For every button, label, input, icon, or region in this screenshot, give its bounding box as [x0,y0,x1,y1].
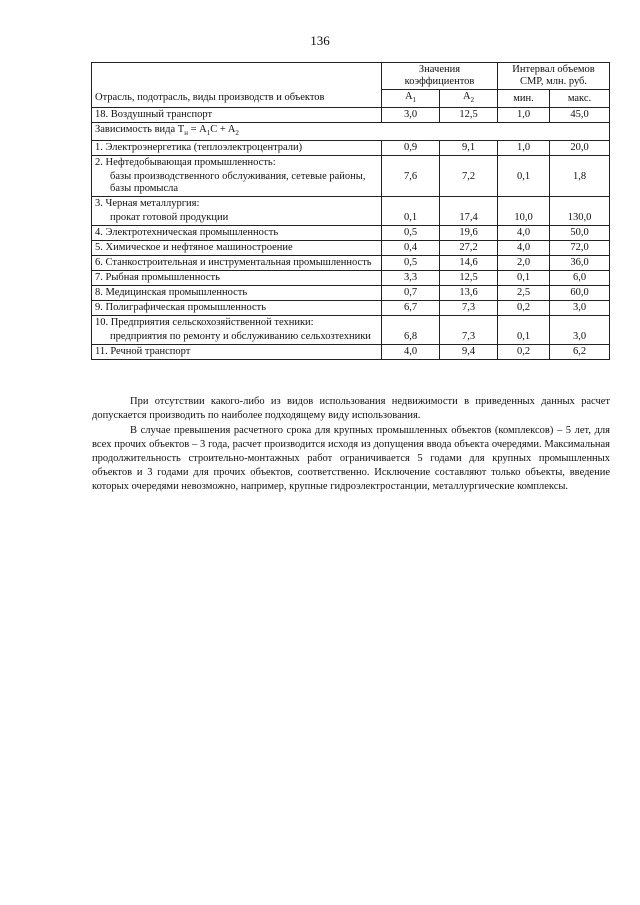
table-row [92,330,610,345]
cell-max: 60,0 [550,286,610,301]
row-label: 1. Электроэнергетика (теплоэлектроцентрали) [92,141,382,156]
header-min: мин. [498,90,550,108]
cell-max: 36,0 [550,256,610,271]
cell-a2: 14,6 [440,256,498,271]
paragraph-construction-term: В случае превышения расчетного срока для крупных промышленных объектов (комплексов) – 5 лет, для всех прочих объектов – 3 года, расчет производится исходя из допущения ввода объекта очередями. Максимальная продолжительность строительно-монтажных работ ограничивается 5 годами для крупных промышленных объектов и 3 годами для прочих объектов, соответственно. Исключение составляют только объекты, введение которых очередями невозможно, например, крупные гидроэлектростанции, металлургические комплексы. [92,424,610,492]
cell-min: 2,0 [498,256,550,271]
page-number: 136 [310,33,330,48]
cell-a1: 0,1 [382,211,440,226]
row-label: 6. Станкостроительная и инструментальная промышленность [92,256,382,271]
row-label: 4. Электротехническая промышленность [92,226,382,241]
cell-min: 4,0 [498,241,550,256]
row-label: прокат готовой продукции [92,211,382,226]
cell-a2: 7,3 [440,301,498,316]
cell-min: 4,0 [498,226,550,241]
section-title: 2. Нефтедобывающая промышленность: [92,156,382,171]
cell-min: 0,1 [498,170,550,197]
row-label: предприятия по ремонту и обслуживанию сельхозтехники [92,330,382,345]
cell-a1: 6,8 [382,330,440,345]
cell-max: 72,0 [550,241,610,256]
header-a2: $A_2$ [440,90,498,108]
table-header-row [92,63,610,90]
cell-a1: 0,7 [382,286,440,301]
row-label: 7. Рыбная промышленность [92,271,382,286]
header-interval: Интервал объемов СМР, млн. руб. [498,63,610,90]
cell-max: 1,8 [550,170,610,197]
header-max: макс. [550,90,610,108]
cell-a1: 3,3 [382,271,440,286]
dependency-row [92,123,610,141]
row-label: базы производственного обслуживания, сетевые районы, базы промысла [92,170,382,197]
cell-max: 20,0 [550,141,610,156]
cell-max: 6,2 [550,345,610,360]
cell-a2: 12,5 [440,271,498,286]
cell-min: 1,0 [498,108,550,123]
header-coefficients: Значения коэффициентов [382,63,498,90]
row-label: 9. Полиграфическая промышленность [92,301,382,316]
table-row [92,345,610,360]
paragraph-usage-note: При отсутствии какого-либо из видов использования недвижимости в приведенных данных расчет допускается производить по наиболее подходящему виду использования. [92,395,610,421]
cell-a1: 0,5 [382,256,440,271]
cell-min: 0,1 [498,330,550,345]
cell-min: 0,2 [498,345,550,360]
cell-a1: 0,5 [382,226,440,241]
cell-a2: 17,4 [440,211,498,226]
section-title-row [92,316,610,331]
table-row [92,286,610,301]
cell-min: 0,2 [498,301,550,316]
row-label: 5. Химическое и нефтяное машиностроение [92,241,382,256]
table-row [92,108,610,123]
table-row [92,141,610,156]
cell-a2: 9,4 [440,345,498,360]
cell-a1: 0,9 [382,141,440,156]
cell-max: 50,0 [550,226,610,241]
cell-a1: 0,4 [382,241,440,256]
row-label: 11. Речной транспорт [92,345,382,360]
table-row [92,226,610,241]
cell-min: 1,0 [498,141,550,156]
table-row [92,241,610,256]
section-title: 3. Черная металлургия: [92,197,382,212]
cell-a1: 3,0 [382,108,440,123]
header-category: Отрасль, подотрасль, виды производств и объектов [92,63,382,108]
row-label: 8. Медицинская промышленность [92,286,382,301]
coefficients-table [91,62,610,360]
cell-a1: 7,6 [382,170,440,197]
table-row [92,170,610,197]
cell-a2: 7,2 [440,170,498,197]
cell-a2: 27,2 [440,241,498,256]
section-title-row [92,156,610,171]
section-title: 10. Предприятия сельскохозяйственной техники: [92,316,382,331]
dependency-formula: Зависимость вида $T_н = A_1C + A_2$ [92,123,610,141]
cell-a2: 7,3 [440,330,498,345]
cell-max: 6,0 [550,271,610,286]
row-label: 18. Воздушный транспорт [92,108,382,123]
cell-a2: 13,6 [440,286,498,301]
cell-a2: 9,1 [440,141,498,156]
cell-a2: 19,6 [440,226,498,241]
cell-max: 45,0 [550,108,610,123]
header-a1: $A_1$ [382,90,440,108]
table-row [92,256,610,271]
table-row [92,271,610,286]
section-title-row [92,197,610,212]
cell-min: 2,5 [498,286,550,301]
cell-max: 3,0 [550,330,610,345]
cell-min: 0,1 [498,271,550,286]
cell-max: 3,0 [550,301,610,316]
cell-min: 10,0 [498,211,550,226]
table-row [92,301,610,316]
table-row [92,211,610,226]
cell-max: 130,0 [550,211,610,226]
cell-a2: 12,5 [440,108,498,123]
cell-a1: 4,0 [382,345,440,360]
cell-a1: 6,7 [382,301,440,316]
